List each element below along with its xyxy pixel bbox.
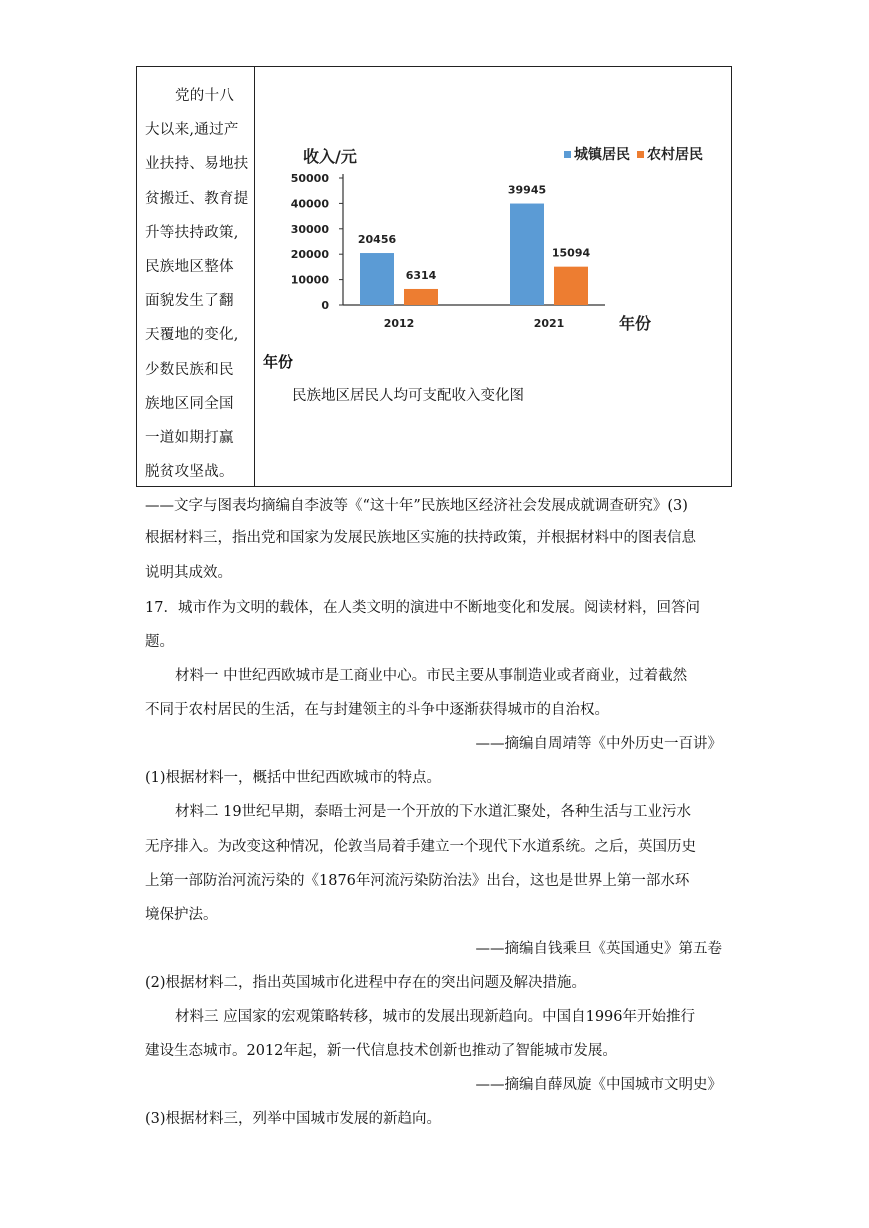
chart-cell — [255, 67, 731, 486]
left-text-line: 民族地区整体 — [145, 258, 234, 275]
left-text-line: 少数民族和民 — [145, 361, 234, 378]
left-text-line: 升等扶持政策, — [145, 224, 239, 241]
material-two-text: 上第一部防治河流污染的《1876年河流污染防治法》出台，这也是世界上第一部水环 — [145, 873, 690, 889]
material-two-text: 无序排入。为改变这种情况，伦敦当局着手建立一个现代下水道系统。之后，英国历史 — [145, 839, 696, 855]
left-text-line: 面貌发生了翻 — [145, 293, 234, 310]
year-label-below: 年份 — [263, 353, 294, 371]
y-tick-label: 10000 — [290, 273, 329, 287]
bar-urban — [360, 253, 394, 305]
chart-caption: 民族地区居民人均可支配收入变化图 — [292, 388, 524, 404]
source-line: ——文字与图表均摘编自李波等《“这十年”民族地区经济社会发展成就调查研究》(3) — [145, 498, 688, 514]
x-tick-label: 2021 — [533, 317, 565, 330]
material-table — [136, 66, 732, 487]
left-text-line: 贫搬迁、教育提 — [145, 190, 249, 207]
y-tick-label: 0 — [321, 299, 329, 312]
bar-rural — [404, 289, 438, 305]
bar-data-label: 39945 — [507, 183, 547, 197]
bar-data-label: 15094 — [551, 246, 591, 260]
y-tick-label: 40000 — [290, 197, 329, 211]
material-one-text: 不同于农村居民的生活，在与封建领主的斗争中逐渐获得城市的自治权。 — [145, 702, 609, 718]
material-three-source: ——摘编自薛凤旋《中国城市文明史》 — [475, 1077, 722, 1093]
question-17-text: 题。 — [145, 634, 174, 650]
bar-data-label: 6314 — [405, 268, 437, 282]
left-text-line: 族地区同全国 — [145, 395, 234, 412]
left-text-line: 脱贫攻坚战。 — [145, 464, 234, 481]
y-tick-label: 30000 — [290, 222, 329, 236]
question-text: 根据材料三，指出党和国家为发展民族地区实施的扶持政策，并根据材料中的图表信息 — [145, 530, 696, 546]
y-tick-label: 20000 — [290, 248, 329, 262]
left-text-line: 天覆地的变化, — [145, 327, 239, 344]
left-text-cell — [145, 79, 249, 489]
question-17-text: 17．城市作为文明的载体，在人类文明的演进中不断地变化和发展。阅读材料，回答问 — [145, 600, 700, 616]
y-tick-label: 50000 — [290, 172, 329, 185]
y-axis-title: 收入/元 — [303, 147, 357, 166]
bar-data-label: 20456 — [357, 233, 397, 247]
left-text-line: 一道如期打赢 — [145, 429, 234, 446]
income-bar-chart — [255, 127, 725, 347]
sub-question-3: (3)根据材料三，列举中国城市发展的新趋向。 — [145, 1111, 442, 1127]
legend-swatch — [564, 151, 571, 158]
material-three-text: 材料三 应国家的宏观策略转移，城市的发展出现新趋向。中国自1996年开始推行 — [175, 1009, 696, 1025]
bar-urban — [510, 204, 544, 305]
material-two-text: 材料二 19世纪早期，泰晤士河是一个开放的下水道汇聚处，各种生活与工业污水 — [175, 804, 692, 820]
material-two-text: 境保护法。 — [145, 907, 218, 923]
sub-question-1: (1)根据材料一，概括中世纪西欧城市的特点。 — [145, 770, 442, 786]
material-three-text: 建设生态城市。2012年起，新一代信息技术创新也推动了智能城市发展。 — [145, 1043, 617, 1059]
material-one-source: ——摘编自周靖等《中外历史一百讲》 — [475, 736, 722, 752]
question-text: 说明其成效。 — [145, 565, 232, 581]
bar-rural — [554, 267, 588, 305]
sub-question-2: (2)根据材料二，指出英国城市化进程中存在的突出问题及解决措施。 — [145, 975, 587, 991]
legend-swatch — [637, 151, 644, 158]
left-text-line: 业扶持、易地扶 — [145, 156, 249, 173]
x-tick-label: 2012 — [383, 317, 415, 330]
left-text-line: 党的十八 — [175, 88, 235, 104]
legend-label: 城镇居民 — [574, 147, 630, 163]
legend-label: 农村居民 — [647, 147, 703, 163]
material-one-text: 材料一 中世纪西欧城市是工商业中心。市民主要从事制造业或者商业，过着截然 — [175, 668, 688, 684]
left-text-line: 大以来,通过产 — [145, 122, 239, 139]
material-two-source: ——摘编自钱乘旦《英国通史》第五卷 — [475, 941, 722, 957]
x-axis-title: 年份 — [619, 314, 652, 333]
